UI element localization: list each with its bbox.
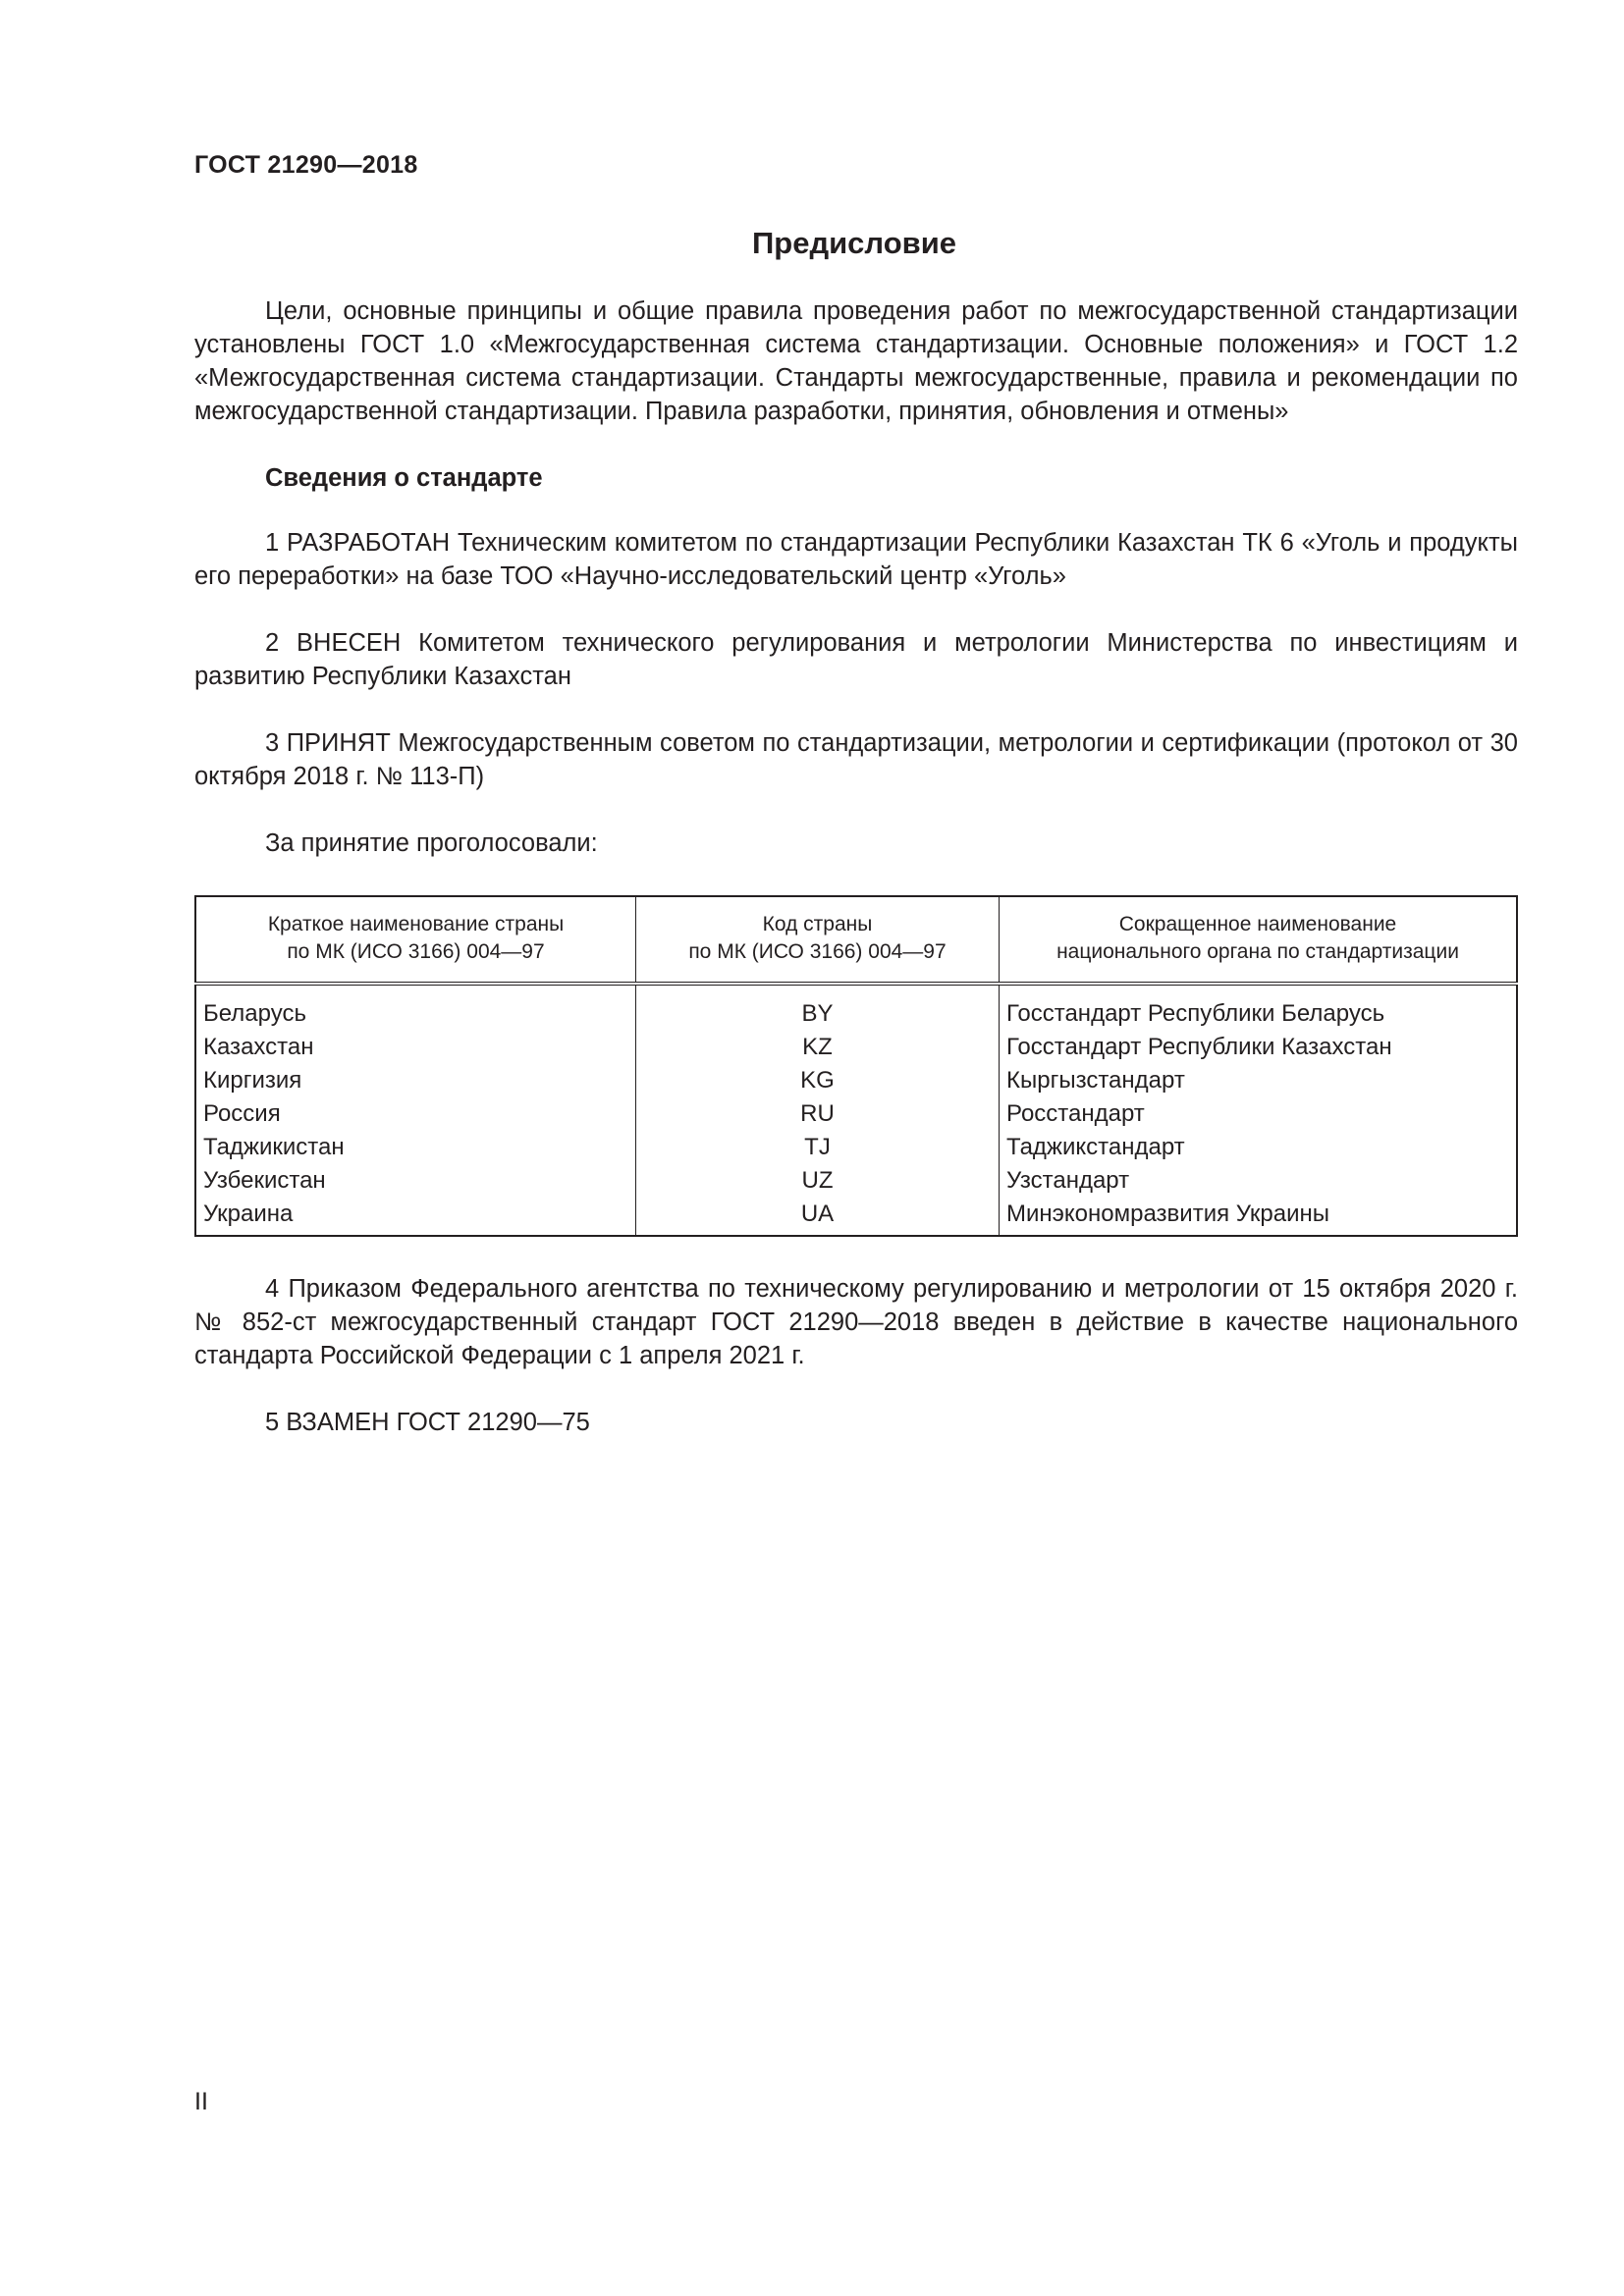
standards-body-cell: Росстандарт bbox=[1006, 1100, 1145, 1127]
country-name-cell: Беларусь bbox=[195, 984, 636, 1031]
item-developed: 1 РАЗРАБОТАН Техническим комитетом по стандартизации Республики Казахстан ТК 6 «Уголь и продукты его переработки» на базе ТОО «Научно-исследовательский центр «Уголь» bbox=[194, 529, 1518, 590]
voted-intro: За принятие проголосовали: bbox=[265, 829, 598, 857]
table-row bbox=[195, 1097, 1517, 1131]
header-standards-body-line2: национального органа по стандартизации bbox=[1056, 940, 1459, 963]
page-number: II bbox=[194, 2088, 208, 2115]
table-row bbox=[195, 984, 1517, 1031]
foreword-body bbox=[194, 294, 1518, 1472]
country-name-cell: Таджикистан bbox=[195, 1131, 636, 1164]
table-header-row bbox=[195, 896, 1517, 984]
country-name-cell: Киргизия bbox=[195, 1064, 636, 1097]
header-country-name-line2: по МК (ИСО 3166) 004—97 bbox=[287, 940, 545, 963]
item-replaces: 5 ВЗАМЕН ГОСТ 21290—75 bbox=[265, 1409, 590, 1436]
country-name-cell: Россия bbox=[195, 1097, 636, 1131]
standards-body-cell: Минэкономразвития Украины bbox=[1006, 1201, 1330, 1227]
standard-info-heading: Сведения о стандарте bbox=[265, 464, 543, 492]
standards-body-cell: Кыргызстандарт bbox=[1006, 1067, 1185, 1094]
standards-body-cell: Госстандарт Республики Беларусь bbox=[1006, 1000, 1385, 1027]
header-country-code-line1: Код страны bbox=[762, 913, 873, 935]
table-row bbox=[195, 1198, 1517, 1236]
country-name-cell: Украина bbox=[195, 1198, 636, 1236]
country-name-cell: Узбекистан bbox=[195, 1164, 636, 1198]
table-row bbox=[195, 1031, 1517, 1064]
country-code-cell: BY bbox=[636, 984, 1000, 1031]
page-title: Предисловие bbox=[751, 226, 956, 260]
intro-paragraph: Цели, основные принципы и общие правила проведения работ по межгосударственной стандартизации установлены ГОСТ 1.0 «Межгосударственная система стандартизации. Основные положения» и ГОСТ 1.2 «Межгосударственная система стандартизации. Стандарты межгосударственные, правила и рекомендации по межгосударственной стандартизации. Правила разработки, принятия, обновления и отмены» bbox=[194, 297, 1518, 425]
item-enacted: 4 Приказом Федерального агентства по техническому регулированию и метрологии от 15 октября 2020 г. № 852-ст межгосударственный стандарт ГОСТ 21290—2018 введен в действие в качестве национального стандарта Российской Федерации с 1 апреля 2021 г. bbox=[194, 1275, 1518, 1369]
voting-countries-table bbox=[194, 895, 1518, 1237]
standards-body-cell: Госстандарт Республики Казахстан bbox=[1006, 1034, 1392, 1060]
country-code-cell: RU bbox=[636, 1097, 1000, 1131]
standards-body-cell: Таджикстандарт bbox=[1006, 1134, 1185, 1160]
table-row bbox=[195, 1164, 1517, 1198]
header-country-name-line1: Краткое наименование страны bbox=[267, 913, 565, 935]
country-code-cell: KG bbox=[636, 1064, 1000, 1097]
country-code-cell: UZ bbox=[636, 1164, 1000, 1198]
item-introduced: 2 ВНЕСЕН Комитетом технического регулирования и метрологии Министерства по инвестициям и развитию Республики Казахстан bbox=[194, 629, 1518, 690]
header-country-code bbox=[636, 896, 1000, 984]
country-code-cell: KZ bbox=[636, 1031, 1000, 1064]
header-country-code-line2: по МК (ИСО 3166) 004—97 bbox=[688, 940, 947, 963]
table-row bbox=[195, 1131, 1517, 1164]
header-standards-body-line1: Сокращенное наименование bbox=[1118, 913, 1397, 935]
document-code-header: ГОСТ 21290—2018 bbox=[194, 151, 418, 179]
country-code-cell: UA bbox=[636, 1198, 1000, 1236]
table-row bbox=[195, 1064, 1517, 1097]
country-name-cell: Казахстан bbox=[195, 1031, 636, 1064]
standards-body-cell: Узстандарт bbox=[1006, 1167, 1130, 1194]
country-code-cell: TJ bbox=[636, 1131, 1000, 1164]
item-adopted: 3 ПРИНЯТ Межгосударственным советом по стандартизации, метрологии и сертификации (протокол от 30 октября 2018 г. № 113-П) bbox=[194, 729, 1518, 790]
header-standards-body bbox=[1000, 896, 1518, 984]
header-country-name bbox=[195, 896, 636, 984]
